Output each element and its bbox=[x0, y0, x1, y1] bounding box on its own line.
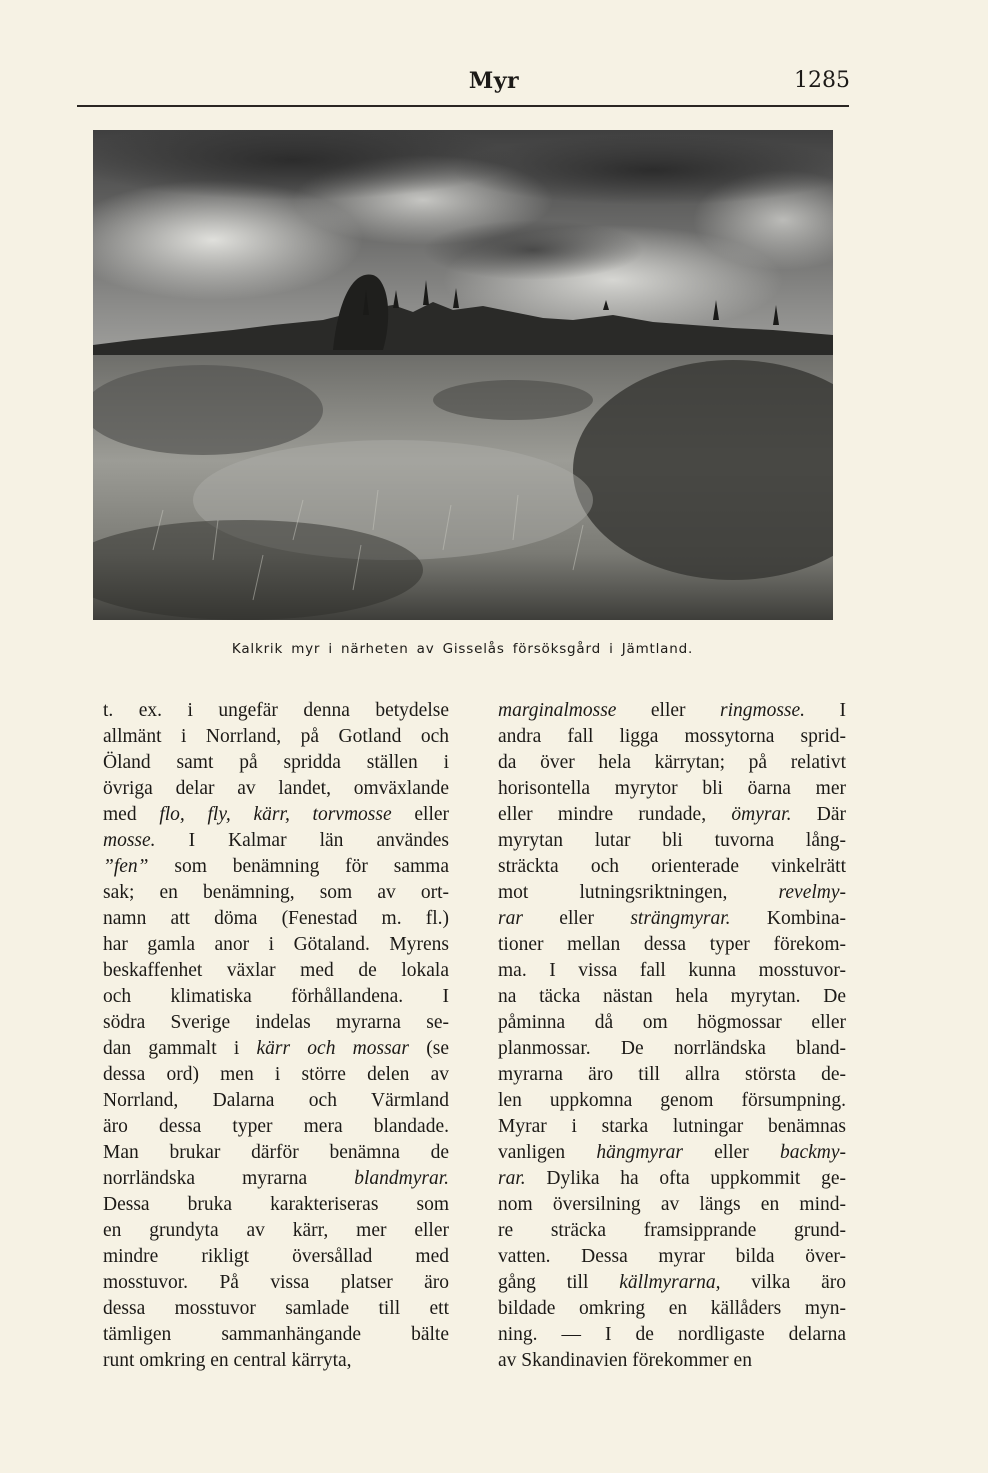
text-line bbox=[498, 828, 846, 854]
text-line bbox=[103, 1296, 449, 1322]
text-line bbox=[498, 1244, 846, 1270]
text-line bbox=[103, 906, 449, 932]
text-segment: äro dessa typer mera blandade. bbox=[103, 1116, 449, 1137]
text-line bbox=[498, 880, 846, 906]
text-segment: mindre rikligt översållad med bbox=[103, 1246, 449, 1267]
text-segment: da över hela kärrytan; på relativt bbox=[498, 752, 846, 773]
text-line bbox=[103, 724, 449, 750]
text-line bbox=[498, 984, 846, 1010]
text-segment: norrländska myrarna bbox=[103, 1168, 355, 1189]
text-line bbox=[498, 1010, 846, 1036]
text-segment: bildade omkring en källåders myn- bbox=[498, 1298, 846, 1319]
text-line bbox=[498, 854, 846, 880]
text-line bbox=[498, 906, 846, 932]
text-line bbox=[103, 698, 449, 724]
text-line bbox=[498, 1192, 846, 1218]
text-line bbox=[498, 958, 846, 984]
text-segment: vilka äro bbox=[720, 1272, 846, 1293]
text-line bbox=[498, 1114, 846, 1140]
italic-term: revelmy- bbox=[778, 882, 846, 903]
text-segment: beskaffenhet växlar med de lokala bbox=[103, 960, 449, 981]
text-segment: Myrar i starka lutningar benämnas bbox=[498, 1116, 846, 1137]
text-segment: I Kalmar län användes bbox=[155, 830, 449, 851]
text-segment: allmänt i Norrland, på Gotland och bbox=[103, 726, 449, 747]
text-line bbox=[498, 1166, 846, 1192]
text-line bbox=[498, 1270, 846, 1296]
text-line bbox=[103, 1062, 449, 1088]
text-line bbox=[103, 750, 449, 776]
text-segment: len uppkomna genom försumpning. bbox=[498, 1090, 846, 1111]
marsh-photo-drawing bbox=[93, 130, 833, 620]
text-segment: (se bbox=[409, 1038, 449, 1059]
text-segment: och klimatiska förhållandena. I bbox=[103, 986, 449, 1007]
text-segment: eller bbox=[522, 908, 631, 929]
text-segment: övriga delar av landet, omväxlande bbox=[103, 778, 449, 799]
text-column-right bbox=[498, 698, 846, 1374]
text-segment: Dessa bruka karakteriseras som bbox=[103, 1194, 449, 1215]
text-line bbox=[103, 880, 449, 906]
running-head-title: Myr bbox=[468, 68, 520, 94]
text-line bbox=[498, 698, 846, 724]
page-number: 1285 bbox=[794, 68, 850, 93]
text-line bbox=[498, 1348, 846, 1374]
text-segment: södra Sverige indelas myrarna se- bbox=[103, 1012, 449, 1033]
text-line bbox=[103, 828, 449, 854]
italic-term: ”fen” bbox=[103, 856, 149, 877]
italic-term: marginalmosse bbox=[498, 700, 617, 721]
text-line bbox=[103, 1088, 449, 1114]
italic-term: rar. bbox=[498, 1168, 526, 1189]
text-segment: mosstuvor. På vissa platser äro bbox=[103, 1272, 449, 1293]
text-segment: namn att döma (Fenestad m. fl.) bbox=[103, 908, 449, 929]
text-line bbox=[498, 932, 846, 958]
text-segment: myrytan lutar bli tuvorna lång- bbox=[498, 830, 846, 851]
text-segment: vanligen bbox=[498, 1142, 597, 1163]
text-segment: Där bbox=[791, 804, 846, 825]
text-segment: Kombina- bbox=[730, 908, 846, 929]
text-segment: vatten. Dessa myrar bilda över- bbox=[498, 1246, 846, 1267]
text-line bbox=[498, 1088, 846, 1114]
text-segment: Norrland, Dalarna och Värmland bbox=[103, 1090, 449, 1111]
text-segment: nom översilning av längs en mind- bbox=[498, 1194, 846, 1215]
text-segment: ma. I vissa fall kunna mosstuvor- bbox=[498, 960, 846, 981]
text-line bbox=[103, 1270, 449, 1296]
text-segment: Man brukar därför benämna de bbox=[103, 1142, 449, 1163]
text-segment: t. ex. i ungefär denna betydelse bbox=[103, 700, 449, 721]
text-segment: sak; en benämning, som av ort- bbox=[103, 882, 449, 903]
text-segment: eller mindre rundade, bbox=[498, 804, 732, 825]
italic-term: mosse. bbox=[103, 830, 156, 851]
text-line bbox=[498, 750, 846, 776]
italic-term: kärr och mossar bbox=[256, 1038, 410, 1059]
marsh-photograph bbox=[93, 130, 833, 620]
text-segment: andra fall ligga mossytorna sprid- bbox=[498, 726, 846, 747]
text-line bbox=[498, 1140, 846, 1166]
text-line bbox=[498, 724, 846, 750]
text-segment: ning. — I de nordligaste delarna bbox=[498, 1324, 846, 1345]
text-line bbox=[103, 1218, 449, 1244]
text-segment: sträckta och orienterade vinkelrätt bbox=[498, 856, 846, 877]
italic-term: flo, fly, kärr, torvmosse bbox=[159, 804, 392, 825]
text-segment: planmossar. De norrländska bland- bbox=[498, 1038, 846, 1059]
text-segment: mot lutningsriktningen, bbox=[498, 882, 779, 903]
text-segment: med bbox=[103, 804, 160, 825]
text-segment: har gamla anor i Götaland. Myrens bbox=[103, 934, 449, 955]
text-segment: dessa ord) men i större delen av bbox=[103, 1064, 449, 1085]
text-line bbox=[103, 1192, 449, 1218]
text-line bbox=[103, 932, 449, 958]
text-segment: av Skandinavien förekommer en bbox=[498, 1350, 752, 1371]
text-segment: I bbox=[805, 700, 846, 721]
italic-term: ömyrar. bbox=[731, 804, 792, 825]
text-segment: myrarna äro till allra största de- bbox=[498, 1064, 846, 1085]
text-segment: som benämning för samma bbox=[148, 856, 449, 877]
text-line bbox=[498, 1062, 846, 1088]
photo-caption: Kalkrik myr i närheten av Gisselås försöksgård i Jämtland. bbox=[231, 641, 694, 657]
text-line bbox=[103, 802, 449, 828]
text-segment: dessa mosstuvor samlade till ett bbox=[103, 1298, 449, 1319]
text-segment: Dylika ha ofta uppkommit ge- bbox=[525, 1168, 846, 1189]
text-segment: horisontella myrytor bli öarna mer bbox=[498, 778, 846, 799]
text-segment: en grundyta av kärr, mer eller bbox=[103, 1220, 449, 1241]
text-line bbox=[103, 1166, 449, 1192]
italic-term: strängmyrar. bbox=[630, 908, 731, 929]
text-segment: na täcka nästan hela myrytan. De bbox=[498, 986, 846, 1007]
text-line bbox=[103, 958, 449, 984]
text-line bbox=[498, 802, 846, 828]
text-line bbox=[103, 1244, 449, 1270]
italic-term: källmyrarna, bbox=[619, 1272, 721, 1293]
text-segment: tioner mellan dessa typer förekom- bbox=[498, 934, 846, 955]
italic-term: hängmyrar bbox=[596, 1142, 683, 1163]
italic-term: rar bbox=[498, 908, 523, 929]
text-line bbox=[103, 1348, 449, 1374]
text-line bbox=[498, 1322, 846, 1348]
text-line bbox=[498, 776, 846, 802]
text-segment: påminna då om högmossar eller bbox=[498, 1012, 846, 1033]
italic-term: ringmosse. bbox=[720, 700, 806, 721]
italic-term: blandmyrar. bbox=[354, 1168, 449, 1189]
text-line bbox=[103, 984, 449, 1010]
text-segment: re sträcka framsipprande grund- bbox=[498, 1220, 846, 1241]
text-line bbox=[498, 1036, 846, 1062]
text-segment: tämligen sammanhängande bälte bbox=[103, 1324, 449, 1345]
text-line bbox=[103, 776, 449, 802]
text-line bbox=[498, 1218, 846, 1244]
text-segment: runt omkring en central kärryta, bbox=[103, 1350, 352, 1371]
text-column-left bbox=[103, 698, 449, 1374]
italic-term: backmy- bbox=[779, 1142, 846, 1163]
header-rule bbox=[77, 105, 849, 107]
text-segment: gång till bbox=[498, 1272, 620, 1293]
text-line bbox=[103, 1036, 449, 1062]
text-line bbox=[103, 1010, 449, 1036]
text-line bbox=[103, 1114, 449, 1140]
text-segment: dan gammalt i bbox=[103, 1038, 257, 1059]
text-segment: eller bbox=[391, 804, 450, 825]
text-segment: eller bbox=[616, 700, 720, 721]
text-line bbox=[103, 854, 449, 880]
text-segment: eller bbox=[682, 1142, 780, 1163]
text-line bbox=[498, 1296, 846, 1322]
text-segment: Öland samt på spridda ställen i bbox=[103, 752, 449, 773]
text-line bbox=[103, 1322, 449, 1348]
text-line bbox=[103, 1140, 449, 1166]
